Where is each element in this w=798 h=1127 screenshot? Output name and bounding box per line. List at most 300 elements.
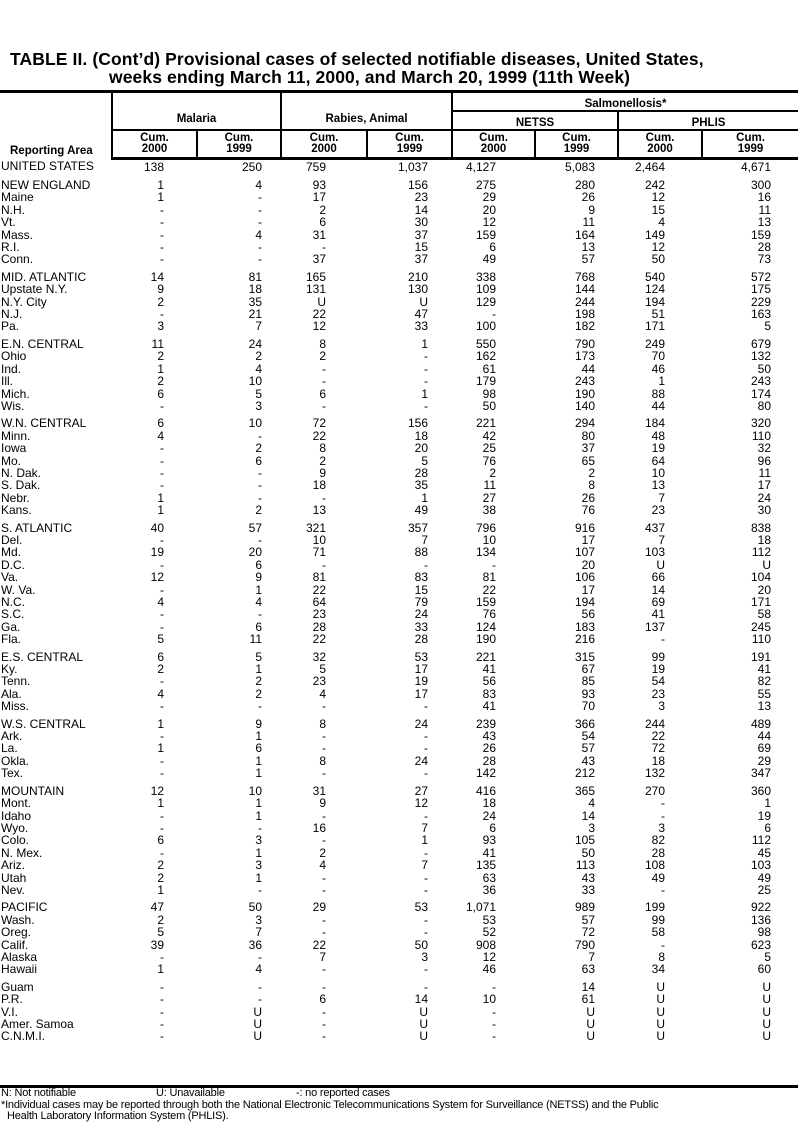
table-row [0,338,798,350]
value-cell: 216 [574,632,596,647]
value-cell: 96 [757,453,772,468]
value-cell: 28 [312,619,327,634]
reporting-area-cell: Miss. [1,699,29,714]
reporting-area-cell: C.N.M.I. [1,1029,45,1044]
value-cell: - [492,1029,497,1044]
reporting-area-cell: PACIFIC [1,900,48,915]
value-cell: U [656,557,666,572]
value-cell: 17 [414,662,429,677]
header-malaria: Malaria [112,93,281,130]
value-cell: - [424,979,429,994]
value-cell: 81 [248,269,263,284]
value-cell: 48 [651,428,666,443]
value-cell: - [160,465,164,480]
legend-not-notifiable: N: Not notifiable [1,1087,76,1099]
reporting-area-cell: V.I. [1,1004,18,1019]
value-cell: 12 [312,319,327,334]
table-row [0,479,798,491]
value-cell: 10 [248,416,263,431]
value-cell: - [258,465,263,480]
value-cell: 47 [150,900,164,915]
value-cell: 17 [581,582,596,597]
value-cell: - [258,190,263,205]
value-cell: 1 [157,962,164,977]
reporting-area-cell: Amer. Samoa [1,1017,74,1031]
reporting-area-cell: Oreg. [1,925,32,940]
value-cell: - [322,925,327,940]
table-row [0,546,798,558]
reporting-area-cell: Upstate N.Y. [1,282,68,297]
table-row [0,253,798,265]
value-cell: - [258,252,263,267]
value-cell: 5 [255,386,263,401]
value-cell: 171 [750,595,772,609]
reporting-area-cell: Nebr. [1,490,30,505]
value-cell: 173 [574,349,596,364]
value-cell: 2 [319,845,327,860]
table-row [0,981,798,993]
table-title [10,50,704,86]
value-cell: 10 [248,783,263,798]
value-cell: 20 [482,202,497,217]
header-reporting-area: Reporting Area [10,144,93,157]
reporting-area-cell: Mo. [1,453,22,468]
table-row [0,633,798,645]
value-cell: 28 [414,632,429,647]
value-cell: 4,127 [465,159,497,174]
value-cell: 1 [157,190,164,205]
value-cell: 2 [588,465,596,480]
value-cell: 71 [312,545,327,560]
value-cell: 12 [482,215,497,230]
table-row [0,350,798,362]
value-cell: 10 [312,532,327,547]
value-cell: 1 [157,882,164,897]
value-cell: U [586,1029,596,1044]
reporting-area-cell: Vt. [1,215,16,230]
value-cell: 9 [255,570,263,585]
value-cell: - [160,699,164,714]
value-cell: 15 [414,582,429,597]
reporting-area-cell: Calif. [1,937,29,952]
value-cell: - [492,1017,497,1031]
value-cell: 280 [574,178,596,192]
value-cell: - [160,478,164,493]
value-cell: 136 [750,912,772,927]
value-cell: 51 [651,307,666,322]
value-cell: 37 [581,441,596,456]
value-cell: 1 [157,796,164,811]
value-cell: 81 [482,570,497,585]
value-cell: 93 [482,833,497,848]
value-cell: 52 [482,925,497,940]
value-cell: 25 [757,882,772,897]
value-cell: 908 [475,937,497,952]
value-cell: 50 [757,361,772,376]
value-cell: 20 [581,557,596,572]
value-cell: 11 [582,215,596,230]
value-cell: 1 [157,503,164,518]
value-cell: 41 [482,699,497,714]
value-cell: 8 [319,441,327,456]
value-cell: 79 [414,595,429,609]
value-cell: 2 [489,465,497,480]
value-cell: 6 [489,240,497,255]
table-row [0,914,798,926]
value-cell: 61 [482,361,497,376]
value-cell: 2,464 [634,159,666,174]
reporting-area-cell: Mont. [1,796,32,811]
reporting-area-cell: P.R. [1,992,23,1007]
value-cell: 4 [319,686,327,701]
value-cell: 49 [414,503,429,518]
footnote-salmonellosis [1,1100,658,1123]
value-cell: 270 [644,783,666,798]
value-cell: 17 [581,532,596,547]
value-cell: 9 [319,796,327,811]
value-cell: 24 [757,490,772,505]
reporting-area-cell: Ill. [1,374,13,389]
value-cell: 19 [757,808,772,823]
header-salmonellosis: Salmonellosis* [452,93,798,111]
value-cell: 229 [750,294,772,309]
value-cell: 14 [414,202,429,217]
value-cell: 107 [574,545,596,560]
value-cell: - [424,912,429,927]
value-cell: - [160,227,164,242]
value-cell: 6 [255,741,263,756]
value-cell: 33 [414,319,429,334]
value-cell: - [160,607,164,622]
value-cell: - [160,1017,164,1031]
header-cum-netss-1999 [535,130,618,159]
value-cell: 85 [581,674,596,689]
value-cell: 768 [574,269,596,284]
value-cell: U [762,557,772,572]
value-cell: 6 [319,386,327,401]
value-cell: 13 [581,240,596,255]
value-cell: U [419,1017,429,1031]
value-cell: 1 [157,361,164,376]
value-cell: - [661,632,666,647]
value-cell: 58 [757,607,772,622]
value-cell: 572 [750,269,772,284]
value-cell: - [160,808,164,823]
value-cell: 1 [255,845,263,860]
value-cell: - [258,532,263,547]
value-cell: 8 [658,949,666,964]
value-cell: 18 [651,753,666,768]
value-cell: - [258,240,263,255]
cum-label: Cum. [562,131,591,144]
value-cell: 36 [248,937,263,952]
value-cell: - [258,979,263,994]
value-cell: 6 [255,453,263,468]
value-cell: - [160,252,164,267]
header-cum-rabies-2000 [281,130,367,159]
value-cell: 49 [757,870,772,885]
value-cell: 4 [255,227,263,242]
value-cell: U [656,992,666,1007]
value-cell: 47 [414,307,429,322]
value-cell: 23 [651,503,666,518]
table-row [0,1006,798,1018]
value-cell: 124 [475,619,497,634]
table-row [0,559,798,571]
value-cell: 989 [574,900,596,915]
footnote-line2: Health Laboratory Information System (PHLIS). [7,1110,229,1123]
reporting-area-cell: N.Y. City [1,294,47,309]
value-cell: 130 [407,282,429,297]
value-cell: 796 [475,520,497,535]
value-cell: 22 [312,428,327,443]
table-row [0,430,798,442]
table-title-line1: TABLE II. (Cont’d) Provisional cases of selected notifiable diseases, United States, [10,49,704,69]
value-cell: 93 [312,178,327,192]
value-cell: 2 [157,870,164,885]
value-cell: 50 [651,252,666,267]
value-cell: 179 [475,374,497,389]
value-cell: 250 [241,159,263,174]
year-label: 1999 [737,143,764,155]
table-row [0,742,798,754]
value-cell: U [762,979,772,994]
value-cell: 110 [751,632,772,647]
value-cell: U [253,1004,263,1019]
value-cell: 18 [312,478,327,493]
table-row [0,271,798,283]
value-cell: 1 [255,662,263,677]
table-row [0,400,798,412]
value-cell: - [258,882,263,897]
value-cell: 142 [475,766,497,781]
value-cell: 49 [651,870,666,885]
reporting-area-cell: W.N. CENTRAL [1,416,87,431]
value-cell: 15 [651,202,666,217]
value-cell: 23 [312,607,327,622]
value-cell: 42 [482,428,497,443]
table-row [0,767,798,779]
disease-table [0,93,798,1043]
value-cell: 540 [644,269,666,284]
value-cell: 31 [312,227,327,242]
value-cell: 182 [574,319,596,334]
value-cell: 2 [157,294,164,309]
table-row [0,534,798,546]
value-cell: 437 [644,520,666,535]
value-cell: 1 [157,178,164,192]
value-cell: 38 [482,503,497,518]
table-row [0,847,798,859]
table-row [0,675,798,687]
value-cell: - [424,699,429,714]
value-cell: 56 [482,674,497,689]
value-cell: 67 [581,662,596,677]
value-cell: U [419,294,429,309]
value-cell: 1 [658,374,666,389]
value-cell: 13 [312,503,327,518]
value-cell: 109 [475,282,497,297]
table-row [0,963,798,975]
value-cell: 4 [658,215,666,230]
cum-label: Cum. [645,131,675,144]
value-cell: 1 [421,336,429,351]
reporting-area-cell: Fla. [1,632,22,647]
value-cell: 46 [482,962,497,977]
value-cell: U [253,1029,263,1044]
value-cell: 104 [750,570,772,585]
value-cell: - [160,215,164,230]
reporting-area-cell: N.H. [1,202,25,217]
value-cell: 64 [312,595,327,609]
value-cell: - [322,912,327,927]
value-cell: 7 [421,532,429,547]
value-cell: 64 [651,453,666,468]
value-cell: 242 [644,178,666,192]
value-cell: 14 [581,808,596,823]
value-cell: 9 [157,282,164,297]
table-body [0,159,798,1043]
value-cell: 69 [757,741,772,756]
value-cell: 6 [319,215,327,230]
table-row [0,822,798,834]
table-row [0,375,798,387]
reporting-area-cell: UNITED STATES [1,159,94,174]
table-row [0,159,798,175]
reporting-area-cell: Wyo. [1,820,29,835]
value-cell: 175 [750,282,772,297]
value-cell: - [258,490,263,505]
value-cell: 57 [581,741,596,756]
value-cell: 106 [574,570,596,585]
value-cell: 199 [644,900,666,915]
value-cell: 43 [581,870,596,885]
value-cell: 159 [750,227,772,242]
value-cell: - [160,729,164,744]
value-cell: 137 [644,619,666,634]
value-cell: 43 [482,729,497,744]
value-cell: 144 [574,282,596,297]
header-phlis: PHLIS [618,111,798,130]
value-cell: - [424,349,429,364]
value-cell: 82 [757,674,772,689]
table-row [0,785,798,797]
value-cell: 10 [482,532,497,547]
value-cell: 10 [482,992,497,1007]
value-cell: - [424,882,429,897]
value-cell: 194 [644,294,666,309]
value-cell: U [656,1029,666,1044]
value-cell: 183 [574,619,596,634]
value-cell: 4,671 [740,159,772,174]
table-row [0,417,798,429]
value-cell: 7 [255,925,263,940]
table-row [0,216,798,228]
table-row [0,718,798,730]
value-cell: 2 [319,453,327,468]
value-cell: 19 [414,674,429,689]
value-cell: 112 [751,545,772,560]
value-cell: 26 [482,741,497,756]
reporting-area-cell: Ariz. [1,858,25,873]
value-cell: U [419,1004,429,1019]
value-cell: 72 [312,416,327,431]
value-cell: 212 [574,766,596,781]
header-cum-phlis-1999 [702,130,798,159]
value-cell: 679 [750,336,772,351]
value-cell: 14 [651,582,666,597]
value-cell: 76 [482,607,497,622]
reporting-area-cell: Iowa [1,441,27,456]
table-row [0,993,798,1005]
reporting-area-cell: Minn. [1,428,31,443]
value-cell: - [424,398,429,413]
value-cell: - [160,766,164,781]
table-row [0,442,798,454]
value-cell: - [424,741,429,756]
reporting-area-cell: Ark. [1,729,23,744]
value-cell: 360 [750,783,772,798]
reporting-area-cell: Ky. [1,662,18,677]
value-cell: 171 [644,319,666,334]
value-cell: 916 [574,520,596,535]
value-cell: - [258,992,263,1007]
value-cell: 108 [644,858,666,873]
value-cell: 11 [758,202,772,217]
value-cell: 73 [757,252,772,267]
value-cell: 3 [255,833,263,848]
header-cum-phlis-2000 [618,130,702,159]
value-cell: 22 [312,632,327,647]
value-cell: U [762,1017,772,1031]
cum-label: Cum. [224,131,254,144]
value-cell: 29 [312,900,327,915]
value-cell: 46 [651,361,666,376]
value-cell: 1 [255,870,263,885]
value-cell: 12 [150,783,164,798]
value-cell: - [160,453,164,468]
value-cell: - [424,729,429,744]
value-cell: 53 [482,912,497,927]
value-cell: 20 [757,582,772,597]
value-cell: 105 [574,833,596,848]
table-row [0,608,798,620]
value-cell: 16 [312,820,327,835]
value-cell: 190 [475,632,497,647]
value-cell: - [258,215,263,230]
value-cell: 93 [581,686,596,701]
value-cell: 3 [255,398,263,413]
value-cell: 72 [581,925,596,940]
value-cell: - [322,374,327,389]
table-row [0,810,798,822]
table-row [0,229,798,241]
value-cell: - [322,808,327,823]
table-row [0,179,798,191]
value-cell: 28 [414,465,429,480]
table-row [0,320,798,332]
value-cell: 24 [248,336,263,351]
table-row [0,884,798,896]
value-cell: - [424,361,429,376]
value-cell: 80 [757,398,772,413]
value-cell: 4 [588,796,596,811]
value-cell: 103 [644,545,666,560]
value-cell: 76 [482,453,497,468]
reporting-area-cell: Alaska [1,949,38,964]
value-cell: - [258,820,263,835]
value-cell: 7 [658,490,666,505]
